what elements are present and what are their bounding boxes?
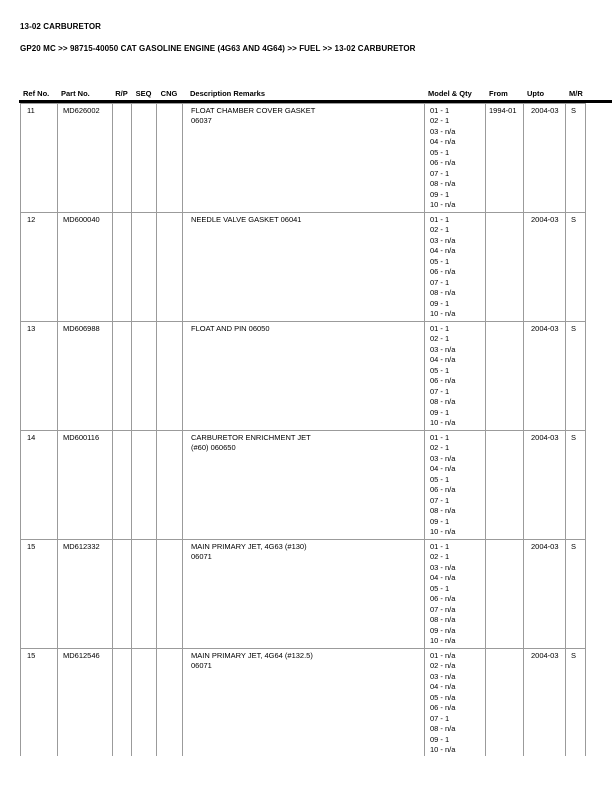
rp-cell bbox=[113, 213, 132, 322]
table-row bbox=[21, 104, 586, 213]
from-cell bbox=[486, 431, 524, 540]
column-header-cng: CNG bbox=[160, 89, 178, 98]
column-header-description: Description Remarks bbox=[190, 89, 266, 98]
rp-cell bbox=[113, 649, 132, 757]
mr-cell: S bbox=[566, 431, 586, 540]
table-row bbox=[21, 649, 586, 757]
upto-cell: 2004-03 bbox=[524, 540, 566, 649]
from-cell bbox=[486, 649, 524, 757]
ref-no-cell: 13 bbox=[21, 322, 58, 431]
ref-no-cell: 11 bbox=[21, 104, 58, 213]
column-header-upto: Upto bbox=[527, 89, 545, 98]
column-header-mr: M/R bbox=[569, 89, 583, 98]
model-qty-cell: 01 - 1 02 - 1 03 - n/a 04 - n/a 05 - 1 06 - n/a 07 - 1 08 - n/a 09 - 1 10 - n/a bbox=[425, 431, 486, 540]
model-qty-cell: 01 - 1 02 - 1 03 - n/a 04 - n/a 05 - 1 06 - n/a 07 - n/a 08 - n/a 09 - n/a 10 - n/a bbox=[425, 540, 486, 649]
cng-cell bbox=[157, 540, 183, 649]
upto-cell: 2004-03 bbox=[524, 213, 566, 322]
part-no-cell: MD612332 bbox=[58, 540, 113, 649]
table-header-row bbox=[20, 89, 585, 98]
cng-cell bbox=[157, 104, 183, 213]
model-qty-cell: 01 - n/a 02 - n/a 03 - n/a 04 - n/a 05 - n/a 06 - n/a 07 - 1 08 - n/a 09 - 1 10 - n/a bbox=[425, 649, 486, 757]
model-qty-cell: 01 - 1 02 - 1 03 - n/a 04 - n/a 05 - 1 06 - n/a 07 - 1 08 - n/a 09 - 1 10 - n/a bbox=[425, 104, 486, 213]
page-title: 13-02 CARBURETOR bbox=[20, 22, 102, 31]
model-qty-cell: 01 - 1 02 - 1 03 - n/a 04 - n/a 05 - 1 06 - n/a 07 - 1 08 - n/a 09 - 1 10 - n/a bbox=[425, 322, 486, 431]
seq-cell bbox=[132, 649, 157, 757]
table-row bbox=[21, 431, 586, 540]
ref-no-cell: 15 bbox=[21, 649, 58, 757]
description-cell: NEEDLE VALVE GASKET 06041 bbox=[183, 213, 425, 322]
column-header-model-qty: Model & Qty bbox=[428, 89, 472, 98]
from-cell bbox=[486, 322, 524, 431]
upto-cell: 2004-03 bbox=[524, 104, 566, 213]
rp-cell bbox=[113, 104, 132, 213]
part-no-cell: MD600040 bbox=[58, 213, 113, 322]
ref-no-cell: 12 bbox=[21, 213, 58, 322]
mr-cell: S bbox=[566, 322, 586, 431]
column-header-rp: R/P bbox=[115, 89, 128, 98]
part-no-cell: MD626002 bbox=[58, 104, 113, 213]
from-cell bbox=[486, 213, 524, 322]
mr-cell: S bbox=[566, 104, 586, 213]
column-header-from: From bbox=[489, 89, 508, 98]
seq-cell bbox=[132, 540, 157, 649]
part-no-cell: MD606988 bbox=[58, 322, 113, 431]
cng-cell bbox=[157, 213, 183, 322]
cng-cell bbox=[157, 322, 183, 431]
model-qty-cell: 01 - 1 02 - 1 03 - n/a 04 - n/a 05 - 1 06 - n/a 07 - 1 08 - n/a 09 - 1 10 - n/a bbox=[425, 213, 486, 322]
table-row bbox=[21, 540, 586, 649]
mr-cell: S bbox=[566, 213, 586, 322]
column-header-ref-no: Ref No. bbox=[23, 89, 50, 98]
description-cell: MAIN PRIMARY JET, 4G63 (#130) 06071 bbox=[183, 540, 425, 649]
description-cell: CARBURETOR ENRICHMENT JET (#60) 060650 bbox=[183, 431, 425, 540]
table-body-clip bbox=[20, 103, 587, 756]
description-cell: FLOAT CHAMBER COVER GASKET 06037 bbox=[183, 104, 425, 213]
table-row bbox=[21, 322, 586, 431]
from-cell bbox=[486, 540, 524, 649]
description-cell: FLOAT AND PIN 06050 bbox=[183, 322, 425, 431]
cng-cell bbox=[157, 431, 183, 540]
parts-table bbox=[20, 103, 586, 756]
seq-cell bbox=[132, 322, 157, 431]
rp-cell bbox=[113, 540, 132, 649]
part-no-cell: MD612546 bbox=[58, 649, 113, 757]
part-no-cell: MD600116 bbox=[58, 431, 113, 540]
cng-cell bbox=[157, 649, 183, 757]
seq-cell bbox=[132, 213, 157, 322]
upto-cell: 2004-03 bbox=[524, 649, 566, 757]
ref-no-cell: 14 bbox=[21, 431, 58, 540]
table-row bbox=[21, 213, 586, 322]
parts-table-body bbox=[21, 104, 586, 757]
column-header-seq: SEQ bbox=[135, 89, 152, 98]
rp-cell bbox=[113, 431, 132, 540]
column-header-part-no: Part No. bbox=[61, 89, 90, 98]
seq-cell bbox=[132, 104, 157, 213]
mr-cell: S bbox=[566, 649, 586, 757]
breadcrumb: GP20 MC >> 98715-40050 CAT GASOLINE ENGINE (4G63 AND 4G64) >> FUEL >> 13-02 CARBURETOR bbox=[20, 44, 416, 53]
upto-cell: 2004-03 bbox=[524, 322, 566, 431]
mr-cell: S bbox=[566, 540, 586, 649]
rp-cell bbox=[113, 322, 132, 431]
upto-cell: 2004-03 bbox=[524, 431, 566, 540]
ref-no-cell: 15 bbox=[21, 540, 58, 649]
from-cell: 1994-01 bbox=[486, 104, 524, 213]
description-cell: MAIN PRIMARY JET, 4G64 (#132.5) 06071 bbox=[183, 649, 425, 757]
seq-cell bbox=[132, 431, 157, 540]
